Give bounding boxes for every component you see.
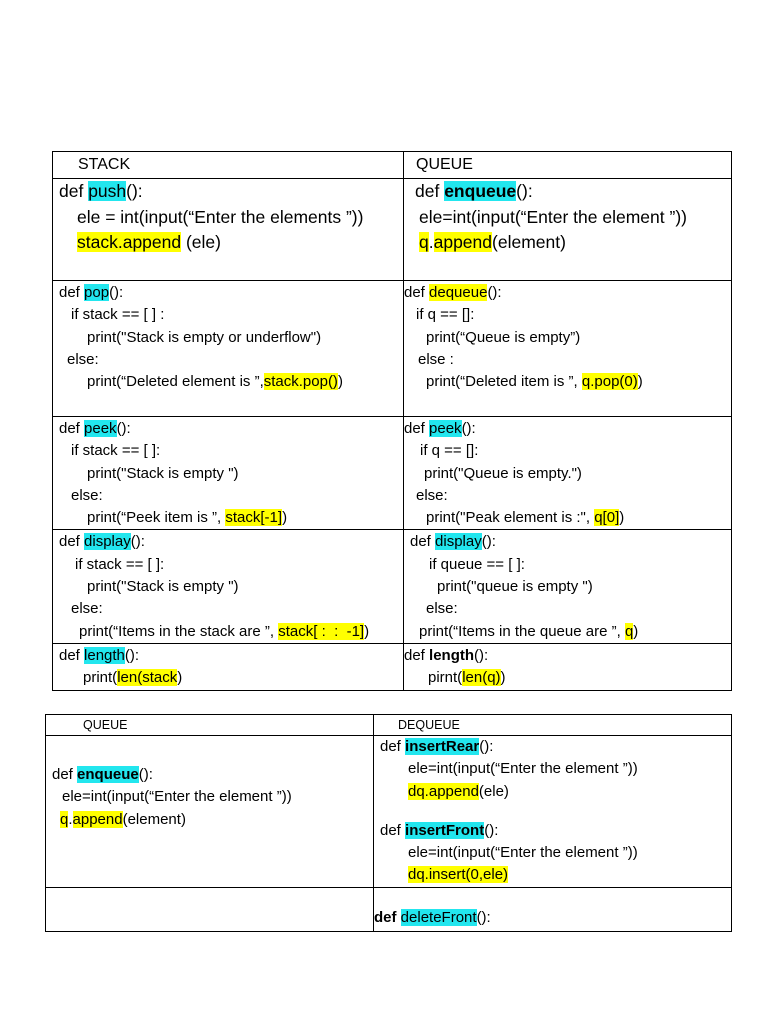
code-text: print("Peak element is :", — [426, 509, 595, 527]
queue-dequeue-table — [45, 714, 732, 932]
code-line — [52, 764, 373, 786]
keyword: def — [404, 420, 430, 437]
code-line — [59, 507, 403, 529]
dequeue-insert-cell — [374, 736, 732, 888]
highlight: q[0] — [594, 509, 620, 527]
function-name: insertRear — [405, 738, 480, 755]
code-text: print(“Items in the queue are ”, — [419, 622, 625, 640]
function-name: peek — [84, 420, 117, 437]
code-line: if q == []: — [420, 442, 479, 460]
highlight: stack.pop() — [263, 373, 338, 391]
code-line: print("Stack is empty or underflow") — [87, 328, 322, 346]
code-text: ) — [282, 509, 288, 527]
highlight: q — [60, 810, 69, 828]
pop-cell — [53, 281, 404, 417]
code-line — [380, 736, 731, 758]
keyword: def — [59, 181, 89, 201]
code-line: else: — [426, 600, 458, 618]
display-queue-code — [404, 530, 731, 642]
code-text: ) — [500, 669, 506, 687]
code-text: print(“Peek item is ”, — [87, 509, 226, 527]
code-line — [380, 820, 731, 842]
highlight: stack.append — [77, 232, 182, 252]
queue-header-2: QUEUE — [83, 718, 128, 732]
highlight: append — [72, 810, 123, 828]
code-line: else : — [418, 350, 454, 368]
function-name: enqueue — [444, 181, 517, 201]
code-text: ) — [337, 373, 343, 391]
code-text: . — [428, 232, 434, 252]
code-line — [59, 418, 403, 440]
peek-stack-code — [53, 417, 403, 529]
function-name: display — [435, 533, 482, 551]
code-line: ele=int(input(“Enter the element ”)) — [408, 760, 638, 778]
code-text: ) — [364, 622, 370, 640]
keyword: def — [374, 909, 397, 927]
push-code — [53, 179, 403, 256]
code-line — [59, 179, 403, 205]
keyword: def — [415, 181, 445, 201]
highlight: q.pop(0) — [581, 373, 638, 391]
code-line — [415, 230, 731, 256]
code-text: . — [68, 810, 73, 828]
keyword: def — [410, 533, 436, 551]
length-queue-cell — [404, 643, 732, 690]
code-text: (): — [126, 181, 143, 201]
code-line: else: — [71, 486, 103, 504]
code-text: (): — [109, 284, 124, 301]
code-text: (): — [130, 533, 145, 551]
function-name: dequeue — [429, 284, 488, 301]
code-line: if stack == [ ] : — [71, 306, 165, 324]
display-stack-code — [53, 530, 403, 642]
queue-header-cell-2 — [46, 715, 374, 736]
code-text: (element) — [122, 810, 186, 828]
code-line — [59, 667, 403, 689]
code-line — [410, 531, 731, 553]
highlight: len(stack — [117, 669, 178, 687]
keyword: def — [380, 821, 406, 839]
code-line — [380, 864, 731, 886]
dequeue-header: DEQUEUE — [398, 718, 460, 732]
code-line: print("queue is empty ") — [437, 578, 593, 596]
code-line: if q == []: — [416, 306, 475, 324]
code-text: print(“Deleted item is ”, — [426, 373, 582, 391]
delete-front-code — [374, 907, 731, 930]
code-line — [59, 282, 403, 304]
highlight: stack[ : : -1] — [278, 622, 365, 640]
highlight: q — [624, 622, 634, 640]
code-line — [410, 621, 731, 643]
push-cell — [53, 179, 404, 281]
code-line: else: — [67, 350, 99, 368]
highlight: len(q) — [462, 669, 501, 687]
code-line — [404, 645, 731, 667]
function-name: push — [88, 181, 127, 201]
code-line: if stack == [ ]: — [75, 555, 165, 573]
code-text: print( — [83, 669, 118, 687]
code-text: (): — [461, 420, 476, 437]
highlight: dq.append — [408, 782, 479, 800]
queue-header-cell — [404, 152, 732, 179]
code-line: print("Stack is empty ") — [87, 578, 239, 596]
length-stack-code — [53, 644, 403, 690]
code-line — [404, 282, 731, 304]
enqueue-code — [404, 179, 731, 256]
keyword: def — [404, 646, 430, 664]
code-line — [52, 809, 373, 831]
display-queue-cell — [404, 530, 732, 643]
code-text: print(“Items in the stack are ”, — [79, 622, 279, 640]
stack-header-cell — [53, 152, 404, 179]
code-text: ) — [619, 509, 625, 527]
code-line — [404, 418, 731, 440]
code-line: else: — [71, 600, 103, 618]
dequeue-code — [404, 281, 731, 393]
code-text: (): — [476, 909, 491, 927]
code-text: (ele) — [181, 232, 221, 252]
keyword: def — [59, 284, 85, 301]
code-text: print(“Deleted element is ”, — [87, 373, 264, 391]
highlight: append — [433, 232, 493, 252]
code-line — [404, 507, 731, 529]
keyword: def — [59, 646, 85, 664]
stack-queue-table — [52, 151, 732, 691]
function-name: pop — [84, 284, 110, 301]
highlight: q — [419, 232, 429, 252]
code-text: ) — [637, 373, 643, 391]
display-stack-cell — [53, 530, 404, 643]
code-line: print(“Queue is empty”) — [426, 328, 581, 346]
code-text: (element) — [492, 232, 566, 252]
code-text: (): — [516, 181, 533, 201]
enqueue-cell-2 — [46, 736, 374, 888]
code-line — [59, 645, 403, 667]
peek-stack-cell — [53, 417, 404, 530]
code-line — [415, 179, 731, 205]
code-line — [59, 621, 403, 643]
code-text: pirnt( — [428, 669, 463, 687]
code-text: (): — [474, 646, 489, 664]
code-text: (): — [479, 738, 494, 755]
code-line: ele = int(input(“Enter the elements ”)) — [77, 206, 364, 227]
function-name: length — [84, 646, 125, 664]
empty-cell — [46, 887, 374, 931]
insert-front-code — [374, 803, 731, 887]
keyword: def — [59, 533, 85, 551]
code-line: ele=int(input(“Enter the element ”)) — [419, 206, 687, 227]
length-stack-cell — [53, 643, 404, 690]
code-line: if stack == [ ]: — [71, 442, 161, 460]
code-line — [374, 907, 731, 929]
code-line — [59, 230, 403, 256]
code-text: (): — [138, 765, 153, 783]
code-text: ) — [177, 669, 183, 687]
code-line: else: — [416, 486, 448, 504]
pop-code — [53, 281, 403, 393]
code-text: (): — [484, 821, 499, 839]
keyword: def — [52, 765, 78, 783]
code-line — [59, 531, 403, 553]
code-line — [380, 781, 731, 803]
dequeue-cell — [404, 281, 732, 417]
code-line: ele=int(input(“Enter the element ”)) — [62, 788, 292, 806]
code-text: ) — [633, 622, 639, 640]
insert-rear-code — [374, 736, 731, 803]
code-line: if queue == [ ]: — [429, 555, 525, 573]
stack-header: STACK — [78, 156, 131, 173]
length-queue-code — [404, 644, 731, 690]
code-line — [59, 371, 403, 393]
dequeue-header-cell — [374, 715, 732, 736]
code-line: print("Queue is empty.") — [424, 464, 582, 482]
highlight: dq.insert(0,ele) — [408, 866, 509, 884]
function-name: deleteFront — [400, 909, 477, 927]
keyword: def — [380, 738, 406, 755]
code-text: (): — [487, 284, 502, 301]
code-line: print("Stack is empty ") — [87, 464, 239, 482]
function-name: enqueue — [77, 765, 139, 783]
enqueue-code-2 — [46, 764, 373, 859]
highlight: stack[-1] — [225, 509, 283, 527]
delete-front-cell — [374, 887, 732, 931]
keyword: def — [404, 284, 430, 301]
code-text: (): — [124, 646, 140, 664]
function-name: insertFront — [405, 821, 485, 839]
peek-queue-cell — [404, 417, 732, 530]
function-name: peek — [429, 420, 462, 437]
peek-queue-code — [404, 417, 731, 529]
queue-header: QUEUE — [416, 156, 473, 173]
function-name: display — [84, 533, 131, 551]
code-text: (): — [116, 420, 131, 437]
code-line — [404, 371, 731, 393]
keyword: def — [59, 420, 85, 437]
code-text: (): — [481, 533, 496, 551]
code-line — [404, 667, 731, 689]
function-name: length — [429, 646, 475, 664]
enqueue-cell — [404, 179, 732, 281]
code-text: (ele) — [478, 782, 509, 800]
code-line: ele=int(input(“Enter the element ”)) — [408, 844, 638, 862]
